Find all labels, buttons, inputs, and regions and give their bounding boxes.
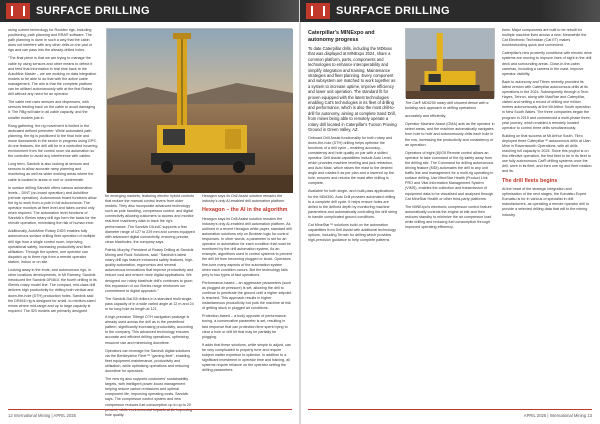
left-column-1 [8,28,98,402]
paragraph: for emerging markets, featuring electric hybrid controls that reduce the manual control levers from older models. They also incorporate advanced technology such as pole handling, compressor control, and digital connectivity allowing customers to access and monitor real-time machinery data to track the rig's performance. The Sandvik DiLedC supports a first diameter range of 127 to 229 mm and comes equipped with advanced digital connectivity, ensuring precise, clean blastholes, the company says. [105,194,195,244]
footer-rule [8,409,292,410]
paragraph: Long term, Sandvik is also looking at sensors and sensors to allow accurate ramp planning and monitoring as well as wider working areas where the cable is located in areas or roof or underneath. [8,162,94,182]
paragraph: Cat MineStar™ solutions build on the automation capabilities from Drill Assist with additional technology options, including Terrain for drilling which provides high-precision guidance to help complete patterns [308,223,396,243]
paragraph: The new rig also supports customers' sustainability targets, with intelligent power-boost management helping reduce carbon emissions and optimal component life, improving operating costs. Sandvik says. The compressor control system and new compressor reduces fuel consumption up to up to 20 hole quality. [105,377,191,417]
right-column-2 [405,28,495,402]
page-footer: 12 International Mining | APRIL 2025 [8,413,76,418]
paragraph: At the heart of the strategic integration and optimisation of the next stages, the Komatsu Expert Komatsu is for in various of specialist in drill manufacturers, as operating a remote operator drill to provide a selected drilling data that will to the mining industry. [502,187,590,217]
section-title: SURFACE DRILLING [36,5,150,17]
section-header [0,0,300,22]
right-columns [308,28,592,402]
right-column-3 [502,28,592,402]
paragraph: Operators of eight (8)/G5 Remote control allows an operator to take command of the rig safely away from the drilling site. The Command for drilling autonomous driving feature (MDI) automates the drill to any unit traffic line and management for a multi-rig operating in surface drilling. Use MineStar Health (Product Link PRO and Vital Information Management System (VIMS), enables the collection and transmission of equipment data to be visualised and analysed through Cat MineStar Health or other third-party platforms. [405,150,494,201]
im-logo-icon [306,3,330,19]
paragraph: Operators can leverage the Sandvik digital solutions via the Bentleydrive Fleet™ “gaming fleet”, enabling fleet equipment maintenance, productivity and utilisation, while optimising operations and reducing downtime for operators. [105,348,191,373]
right-page [300,0,600,424]
paragraph: Protection-based – a body opposite of performance-tuning, a conservative parameter is set, resulting in fast response that can protection time spent trying to clear a hole or drill bit that may be partially be plugging. [202,314,288,339]
paragraph: using current technology for Rocktec rigs, including positioning, path planning and RRA® software. The path planning is done in such a way that the cabin does not interfere with any other drills on the pad or rigs and can pass into the already-drilled holes. [8,28,93,53]
photo-caption: The Cat® MD6250 rotary drill showed dense with a building rack approach to drilling operations [405,101,489,111]
paragraph: Building on that success at Mt Arthur South, Tibro deployed three Caterpillar™ autonomous drills at Ulan Mine in Ravensworth Operations, with all drills reaching full capacity in 2024. Since this project is on this effective operation, the first fleet to be in its fleet to use fully autonomous Cat® drilling systems once the drill, were in its fleet, and then one rig and fleet rotation and its. [502,133,592,174]
header-accent [240,0,300,22]
paragraph: The Sandvik Dal.E8 drillers in a standard multi single-pass capacity of in a wide varied angle at 12 m and 24 m for long hole as length at 121. [105,296,194,311]
paragraph: Onboard Drill Assist functionality for both rotary and down-the-hole (DTH) drilling helps optimise the functions of a drill cycle – enabling accuracy, consistency and hole quality on par with a skilled operator. Drill Assist capabilities include Auto Level, which provides machine leveling and jack retraction, and Auto Mast, which raises the mast to the desired angle and rotates it as per plan and a lowered up the hole, ensures and returns the mast after drilling is complete. [308,135,395,186]
paragraph: It adds that these solutions, while simple to adjust, can be very complicated to properly tune and require subject matter expertise to optimise. In addition to a significant investment in operator time and training, all systems require reliance on the operator setting the drilling parameters. [202,342,291,373]
left-column-3 [202,28,292,402]
im-logo-icon [6,3,30,19]
page-footer: APRIL 2025 | International Mining 13 [523,413,592,418]
paragraph: In surface drilling Sandvik offers various automation levels – DINT (on-board operation) and AutoMine (remote operation). Autonomous board functions allow the rig to work from a pole in full autonomous. The operator monitors at fleet level and takes control only when required. The automation level functions of Sandvik's iSeries rotary drill rigs form the basis for the remote operation, minimising the risk of human error. [8,185,97,226]
section-title: SURFACE DRILLING [336,5,450,17]
paragraph: The MINExpo's electronic compressor control feature automatically controls the engine at idle and then reduces standby to minimize the air compressor load while drilling and reducing fuel consumption through improved operating efficiency. [405,204,492,230]
footer-rule [308,409,592,410]
paragraph: tions. Major components are built to be rebuilt for multiple machine lives across a new. Meanwhile the Cat Electronic Technician (Cat ET) makes troubleshooting quick and convenient. [502,28,587,48]
paragraph: Hexagon says its Drill Assist solution remains the industry's only AI-enabled drill automation platform. As outlined in a recent Hexagon white paper, standard drill automation solutions rely on Boolean logic for control responses. In other words, a parameter is set for an operator or automation for each condition that must be monitored by the drill automation system. As an example, algorithms used in control systems to prevent the drill bit from becoming plugged or stuck. Operators fine-tune many aspects of the automation system when each condition occurs. But the technology falls prey to two types of fast operations. [202,216,292,277]
paragraph: Available for both single- and multi-pass applications for the MD6350, Auto Drill provides automated drilling to a complete drill cycle. It helps ensure holes are drilled to the defined depth by monitoring machine parameters and automatically controlling the drill string to handle complicated ground conditions. [308,189,398,219]
left-column-2 [105,28,195,417]
photo-caption: Hexagon says its Drill Assist solution remains the industry's only AI-enabled drill automation platform [202,194,285,204]
paragraph: accurately and efficiently. [405,114,447,119]
paragraph: Rang gathering, the rig movement is limited in the dedicated defined perimeter. While automated path planning, the rig is positioned to the final hole and move downwards in the sector in progress using GPS. At one features, the drill will be in a controlled hovering environment from the control room via automation so the controller to avoid any interference with cables. [8,123,98,159]
paragraph: “The final piece is that we are trying to manage the cable by using sensors and other means to detect it and feed that information in real time back to the AutoMine Master – we are working on data integration models to be able to do that with the active cable management. The aim is that the complete platform can be utilised autonomously with at the first Rotary drill without any need for an operator. [8,56,97,97]
paragraph: To date Caterpillar drills, including the MD6xxx that was displayed at MINExpo 2024, share a common platform, parts, components and technologies to enhance interoperability and simplify integration and training. Maintenance strategies and fleet planning. Every component and subsystem are matched to work together as a system to increase uptime, improve efficiency and lower unit operation. The standard fit for proven equipped with the latest technologies enabling Cat's technologies in its fleet of drilling and performance, which is also the most drill-to-drill for autonomy, aiming at complete Sand Drill, from mines being able to remotely operate a rotary drill located in Caterpillar's Tucson Proving Ground in Green Valley, AZ. [308,46,397,133]
subheading: The drill fleets begins [502,177,558,184]
article-photo [405,28,495,98]
header-accent [540,0,600,22]
paragraph: Looking away in the ends, and autonomous rigs, in other locations developments, in Mt Ramsey, Sandvik introduced the Sandvik DR461i, the fourth drilling in its iSeries rotary model line. The compact, mid-class drill delivers high productivity for drilling both vertical and down-the-hole (DTH) production holes. Sandvik said the DR461i rig is designed for small- to medium-sized mines where mid-range and up to large capacity is required. The iDS models are primarily designed [8,268,97,313]
subheading: Hexagon – the AI in the algorithm [202,207,288,214]
paragraph: A high-precision Tilbegri DTH navigation package is already used across the drill as in the predefined pattern, significantly increasing productivity, according to the company. This advanced technology ensures accurate and efficient drilling operations, optimising resource use and minimising downtime. [105,315,193,345]
section-header [300,0,600,22]
paragraph: Operator Machine Assist (OMA) acts as the operator in select areas, and the machine automatically navigates from hole to hole and autonomously drills each hole in the row, increasing the productivity and consistency of an operation. [405,122,495,147]
paragraph: Performance-based – an aggressive parameters (such as plugged air pressure) is set, allowing the drill to continue to penetrate the ground until a higher setpoint is reached. This approach results in higher instantaneous productivity but puts the machine at risk of getting stuck in plugged air conditions. [202,280,292,311]
paragraph: Additionally, AutoMine Rotary DIDS enables fully autonomous surface drilling fleet operation of multiple drill rigs from a single control room, improving operational safety, increasing productivity and fleet utilisation. Through the system, one operator can dispatch up to three rigs from a remote operator station, indoor or on site. [8,229,96,264]
right-column-1 [308,28,398,402]
paragraph: Back to autonomy and Tibrex recently provided its latest version with Caterpillar autonomous drills at its operations in the 2024. Subsequently through a Tech. Hayes, Tehron, along with MacRae and Caterpillar, visited and netting a record of drilling one million metres autonomously at the Mt Arthur South operation in New South Wales. The three companies began the program in 2019 and commenced a multi-phase three-year journey, which enabled a remotely located operator to control three drills simultaneously. [502,79,591,130]
paragraph: Patrick Murphy, President of Rotary Drilling at Sandvik Mining and Rock Solutions, said: “Sandvik's latest rotary drill rigs feature enhanced safety features, high-quality automation, ergonomics and several autonomous innovations that improve productivity and reduce cost and ensure more digital applications. We designed our rotary blasthole drill's continues to grow; this expansion of our iSeries range reinforces our commitment to digital approach.” [105,247,194,293]
paragraph: Caterpillar's new proximity conditions with electric drive systems are moving to improve lines of sight in the drill deck and surrounding areas. Close-in-the-cabin cameras, including a camera in the mast, improve operator visibility. [502,51,592,76]
subheading: Caterpillar's MINExpo and autonomy progress [308,30,375,43]
paragraph: The cable reel uses sensors and dispensers, with sensors feeding back on the cable to avoid damaging it. The RBg will take in all cable capacity, and the smaller models just in. [8,100,96,120]
